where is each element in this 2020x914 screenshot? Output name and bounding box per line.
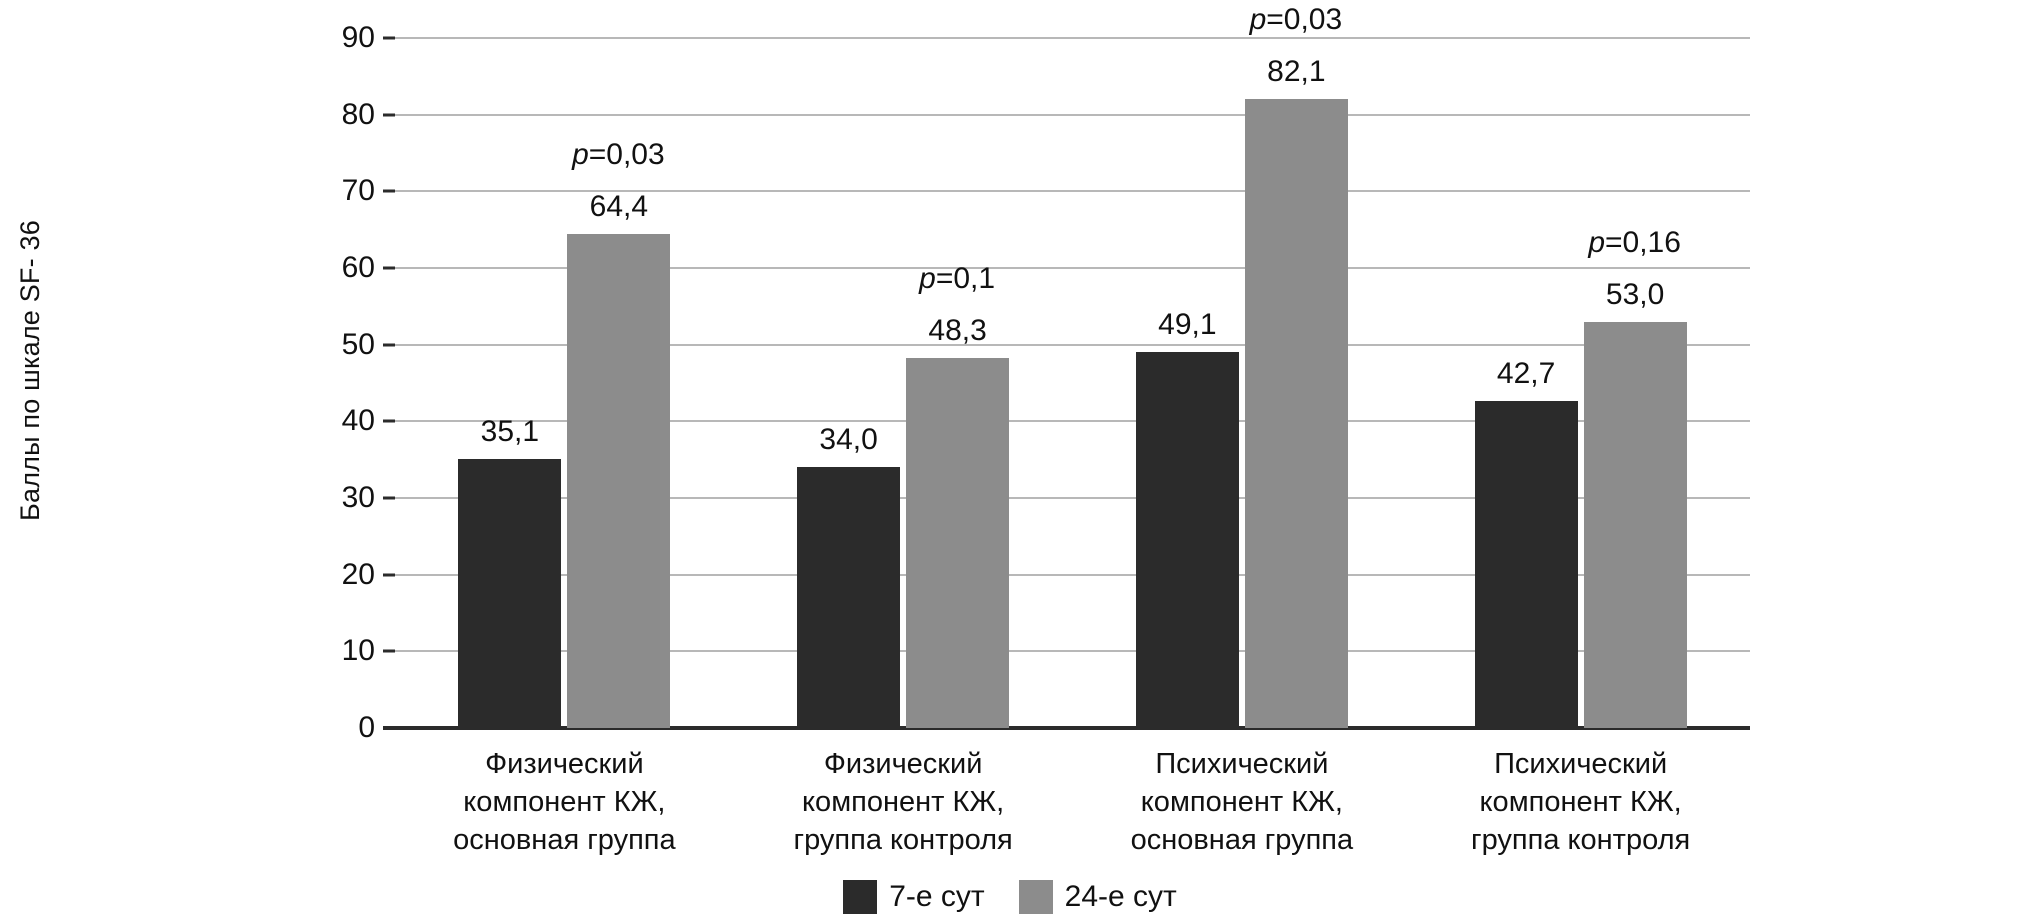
bar-groups xyxy=(395,2,1750,728)
bar-group xyxy=(395,38,734,728)
bar-column xyxy=(1584,38,1687,728)
y-tick-mark xyxy=(383,113,395,116)
category-label-line: основная группа xyxy=(1130,824,1354,856)
category-label xyxy=(1411,745,1750,859)
p-symbol: p xyxy=(572,138,589,172)
bar-value-label: 35,1 xyxy=(480,414,540,448)
y-tick-label: 20 xyxy=(341,557,375,591)
bar-value-label: 48,3 xyxy=(928,313,987,347)
category-label-line: компонент КЖ, xyxy=(463,786,666,818)
p-symbol: p xyxy=(1249,2,1267,36)
bar-pair xyxy=(1411,38,1750,728)
category-label xyxy=(734,745,1073,859)
bar-value-label: 64,4 xyxy=(589,190,649,224)
category-label-line: группа контроля xyxy=(793,824,1013,856)
bar[interactable] xyxy=(1136,352,1239,728)
bar-value-label: 82,1 xyxy=(1267,54,1326,88)
bar[interactable] xyxy=(1475,401,1578,728)
category-label xyxy=(395,745,734,859)
bar[interactable] xyxy=(1584,322,1687,728)
bar[interactable] xyxy=(567,234,670,728)
bar-pair xyxy=(395,38,734,728)
y-axis-title-label: Баллы по шкале SF- 36 xyxy=(14,219,45,521)
category-label-line: основная группа xyxy=(453,824,676,856)
bar[interactable] xyxy=(797,467,900,728)
category-label-line: компонент КЖ, xyxy=(1479,786,1682,818)
legend-swatch xyxy=(1019,880,1053,914)
legend-swatch xyxy=(843,880,877,914)
y-tick-mark xyxy=(383,343,395,346)
y-tick-label: 80 xyxy=(341,97,375,131)
plot-area xyxy=(341,2,1750,744)
p-value-annotation: p=0,03 xyxy=(572,138,665,172)
bar-pair xyxy=(1073,38,1412,728)
bar-column xyxy=(458,38,561,728)
y-tick-label: 60 xyxy=(341,251,375,284)
legend-label: 24-е сут xyxy=(1064,880,1177,913)
y-tick-mark xyxy=(383,190,395,193)
p-symbol: p xyxy=(919,261,936,295)
bar-group xyxy=(1411,38,1750,728)
y-tick-mark xyxy=(383,267,395,270)
legend-item[interactable] xyxy=(843,880,984,914)
p-symbol: p xyxy=(1588,225,1606,259)
y-tick-label: 30 xyxy=(341,481,375,514)
bar-value-label: 42,7 xyxy=(1496,356,1556,390)
bar-group xyxy=(734,38,1073,728)
legend-label: 7-е сут xyxy=(889,880,985,913)
p-value-annotation: p=0,03 xyxy=(1249,2,1343,36)
y-tick-label: 90 xyxy=(341,21,375,54)
bar[interactable] xyxy=(1245,99,1348,728)
y-tick-label: 40 xyxy=(341,404,375,438)
category-label-line: Психический xyxy=(1155,748,1329,780)
y-tick-label: 70 xyxy=(341,174,375,208)
y-tick-label: 0 xyxy=(358,711,375,744)
bar-value-label: 49,1 xyxy=(1158,307,1217,341)
category-label-line: Психический xyxy=(1494,748,1668,780)
bar-pair xyxy=(734,38,1073,728)
bar[interactable] xyxy=(458,459,561,728)
bar-column xyxy=(1245,38,1348,728)
bar-column xyxy=(1136,38,1239,728)
x-axis-category-labels xyxy=(395,745,1750,859)
bar-value-label: 34,0 xyxy=(819,423,878,457)
category-label-line: Физический xyxy=(823,748,983,780)
bar-column xyxy=(906,38,1009,728)
legend xyxy=(0,880,2020,914)
y-tick-mark xyxy=(383,497,395,500)
p-value-annotation: p=0,16 xyxy=(1588,225,1681,259)
category-label-line: Физический xyxy=(485,748,644,780)
legend-item[interactable] xyxy=(1019,880,1177,914)
y-tick-label: 10 xyxy=(341,634,375,668)
y-tick-label: 50 xyxy=(341,327,375,361)
bar-group xyxy=(1073,2,1412,728)
bar-column xyxy=(1475,38,1578,728)
bar-value-label: 53,0 xyxy=(1605,277,1665,311)
y-tick-mark xyxy=(383,420,395,423)
y-tick-mark xyxy=(383,573,395,576)
category-label-line: группа контроля xyxy=(1471,824,1691,856)
y-tick-mark xyxy=(383,37,395,40)
bar-column xyxy=(797,38,900,728)
bar[interactable] xyxy=(906,358,1009,728)
category-label xyxy=(1073,745,1412,859)
y-axis-title xyxy=(0,0,60,740)
p-value-annotation: p=0,1 xyxy=(919,261,996,295)
y-tick-mark xyxy=(383,650,395,653)
category-label-line: компонент КЖ, xyxy=(1140,786,1343,818)
category-label-line: компонент КЖ, xyxy=(802,786,1005,818)
